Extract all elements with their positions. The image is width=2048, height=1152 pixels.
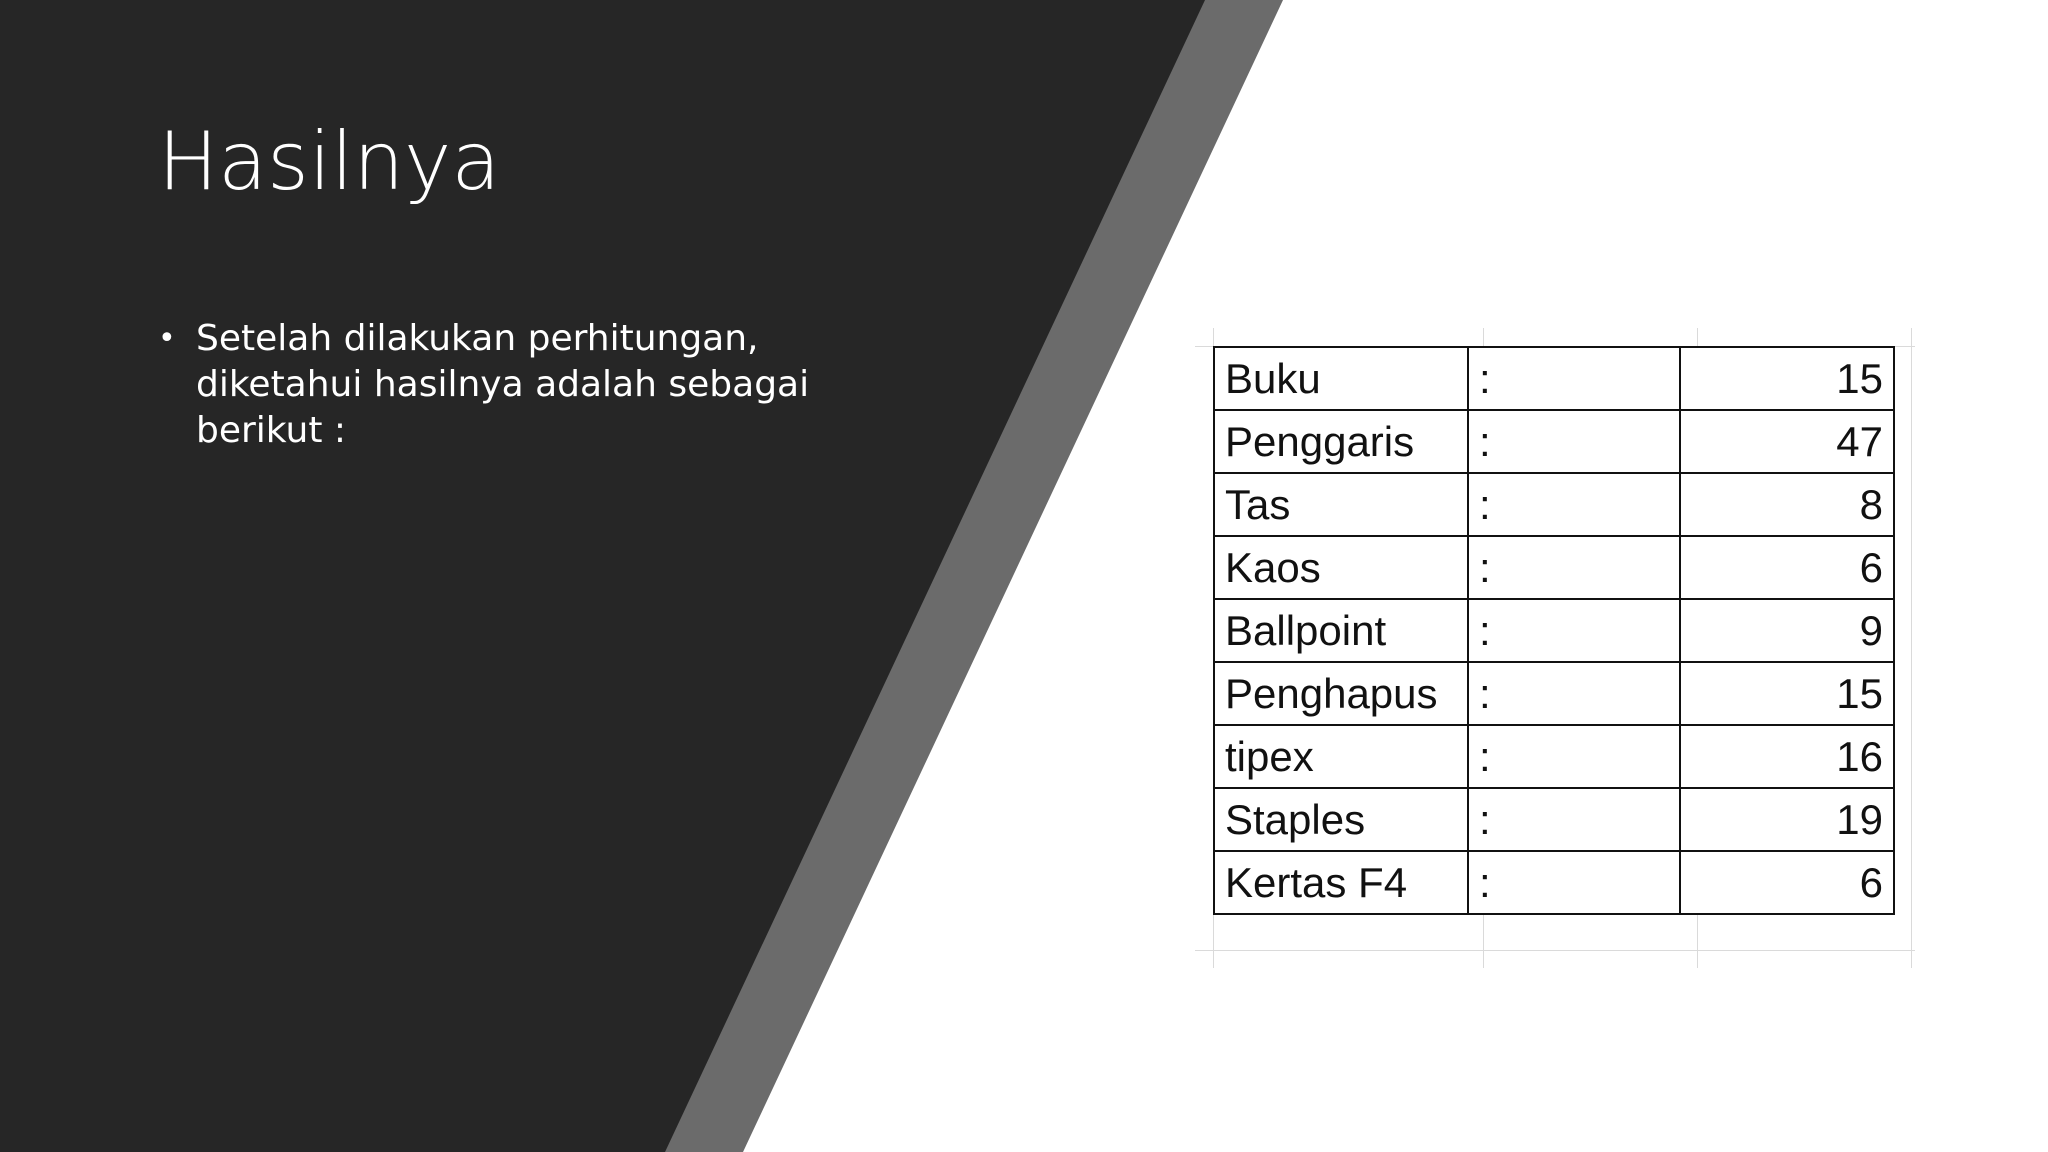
value-cell: 15 (1680, 662, 1894, 725)
spreadsheet-image (1195, 328, 1915, 968)
bullet-text: Setelah dilakukan perhitungan, diketahui hasilnya adalah sebagai berikut : (196, 318, 810, 451)
value-cell: 15 (1680, 347, 1894, 410)
value-cell: 9 (1680, 599, 1894, 662)
bullet-list (158, 316, 818, 454)
table-row (1214, 473, 1894, 536)
table-row (1214, 725, 1894, 788)
separator-cell: : (1468, 410, 1680, 473)
item-name-cell: tipex (1214, 725, 1468, 788)
results-table (1213, 346, 1895, 915)
separator-cell: : (1468, 473, 1680, 536)
item-name-cell: Buku (1214, 347, 1468, 410)
table-row (1214, 851, 1894, 914)
item-name-cell: Penghapus (1214, 662, 1468, 725)
sheet-gridline (1195, 950, 1915, 951)
bullet-item (158, 316, 818, 454)
results-table-body (1214, 347, 1894, 914)
value-cell: 6 (1680, 536, 1894, 599)
value-cell: 16 (1680, 725, 1894, 788)
bullet-dot-icon: • (158, 321, 176, 356)
item-name-cell: Kaos (1214, 536, 1468, 599)
separator-cell: : (1468, 599, 1680, 662)
table-row (1214, 347, 1894, 410)
separator-cell: : (1468, 725, 1680, 788)
value-cell: 47 (1680, 410, 1894, 473)
item-name-cell: Staples (1214, 788, 1468, 851)
value-cell: 8 (1680, 473, 1894, 536)
slide-title: Hasilnya (158, 115, 501, 208)
separator-cell: : (1468, 788, 1680, 851)
item-name-cell: Tas (1214, 473, 1468, 536)
value-cell: 6 (1680, 851, 1894, 914)
item-name-cell: Kertas F4 (1214, 851, 1468, 914)
item-name-cell: Ballpoint (1214, 599, 1468, 662)
sheet-gridline (1911, 328, 1912, 968)
value-cell: 19 (1680, 788, 1894, 851)
table-row (1214, 788, 1894, 851)
table-row (1214, 599, 1894, 662)
table-row (1214, 410, 1894, 473)
separator-cell: : (1468, 536, 1680, 599)
table-row (1214, 662, 1894, 725)
table-row (1214, 536, 1894, 599)
separator-cell: : (1468, 347, 1680, 410)
separator-cell: : (1468, 662, 1680, 725)
separator-cell: : (1468, 851, 1680, 914)
item-name-cell: Penggaris (1214, 410, 1468, 473)
